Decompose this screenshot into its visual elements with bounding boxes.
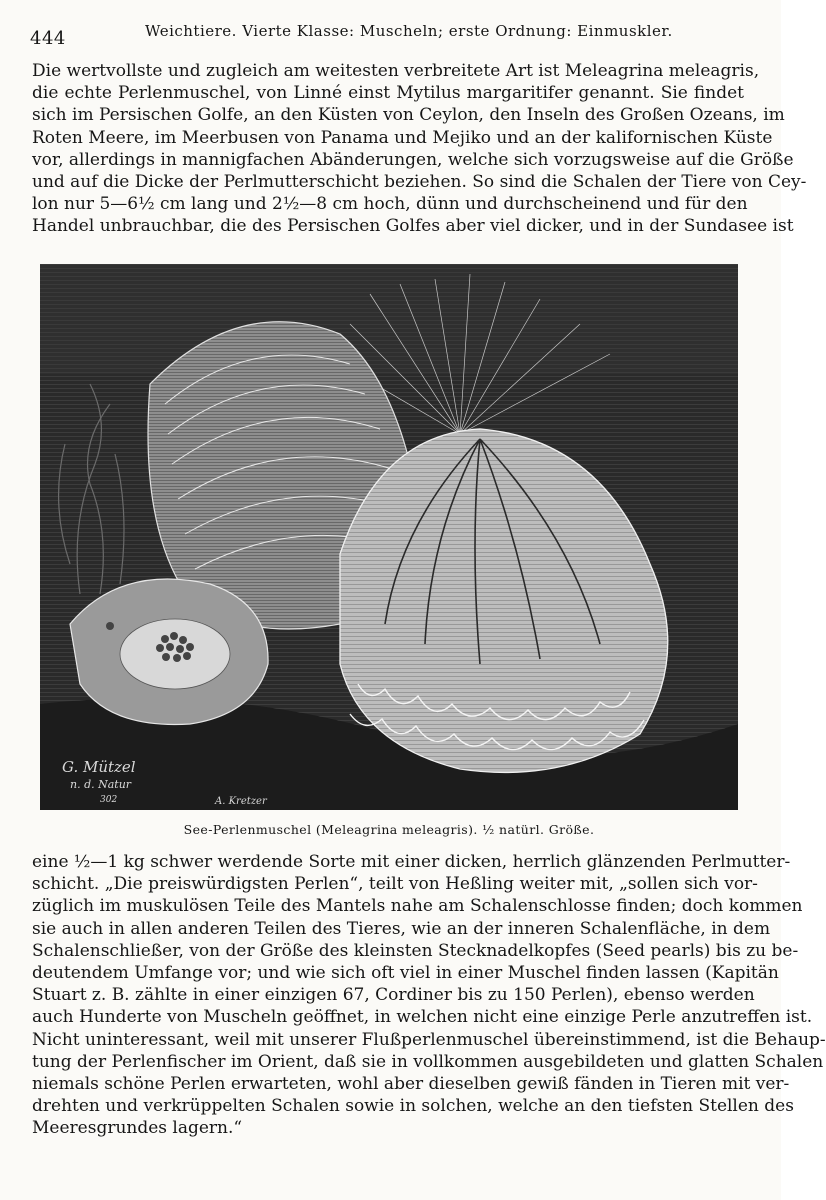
text-line: tung der Perlenfischer im Orient, daß sie in vollkommen ausgebildeten und glatten Schalen (32, 1051, 824, 1072)
text-line: züglich im muskulösen Teile des Mantels nahe am Schalenschlosse finden; doch kommen (32, 896, 803, 917)
artist-signature-sub: n. d. Natur (70, 778, 132, 791)
text-line: und auf die Dicke der Perlmutterschicht beziehen. So sind die Schalen der Tiere von Cey- (32, 172, 807, 193)
text-line: drehten und verkrüppelten Schalen sowie in solchen, welche an den tiefsten Stellen des (32, 1096, 794, 1117)
text-line: schicht. „Die preiswürdigsten Perlen“, teilt von Heßling weiter mit, „sollen sich vor- (32, 874, 758, 895)
text-line: deutendem Umfange vor; und wie sich oft viel in einer Muschel finden lassen (Kapitän (32, 963, 779, 984)
running-head: Weichtiere. Vierte Klasse: Muscheln; erste Ordnung: Einmuskler. (145, 22, 673, 40)
text-line: die echte Perlenmuschel, von Linné einst Mytilus margaritifer genannt. Sie findet (32, 83, 744, 104)
text-line: Die wertvollste und zugleich am weitesten verbreitete Art ist Meleagrina meleagris, (32, 61, 760, 81)
text-line: auch Hunderte von Muscheln geöffnet, in welchen nicht eine einzige Perle anzutreffen ist. (32, 1007, 813, 1028)
page-number: 444 (30, 28, 66, 49)
text-line: Meeresgrundes lagern.“ (32, 1118, 243, 1139)
figure-caption: See-Perlenmuschel (Meleagrina meleagris). ½ natürl. Größe. (183, 822, 595, 837)
text-line: sie auch in allen anderen Teilen des Tieres, wie an der inneren Schalenfläche, in dem (32, 918, 771, 939)
nacre-interior (120, 619, 230, 689)
artist-signature: G. Mützel (62, 758, 136, 776)
text-line: Schalenschließer, von der Größe des kleinsten Stecknadelkopfes (Seed pearls) bis zu be- (32, 940, 799, 961)
pearl-oyster-engraving (40, 264, 738, 810)
paragraph-1 (32, 60, 807, 238)
text-line: sich im Persischen Golfe, an den Küsten von Ceylon, den Inseln des Großen Ozeans, im (32, 105, 785, 126)
text-line: eine ½—1 kg schwer werdende Sorte mit einer dicken, herrlich glänzenden Perlmutter- (32, 852, 791, 872)
text-line: Stuart z. B. zählte in einer einzigen 67, Cordiner bis zu 150 Perlen), ebenso werden (32, 985, 755, 1006)
text-line: Nicht uninteressant, weil mit unserer Flußperlenmuschel übereinstimmend, ist die Behaup- (32, 1029, 826, 1050)
text-line: Roten Meere, im Meerbusen von Panama und Mejiko und an der kalifornischen Küste (32, 127, 773, 148)
signature-year: 302 (100, 795, 118, 805)
text-line: Handel unbrauchbar, die des Persischen Golfes aber viel dicker, und in der Sundasee ist (32, 216, 794, 237)
text-line: niemals schöne Perlen erwarteten, wohl aber dieselben gewiß fänden in Tieren mit ver- (32, 1074, 790, 1095)
text-line: vor, allerdings in mannigfachen Abänderungen, welche sich vorzugsweise auf die Größe (32, 149, 794, 170)
text-line: lon nur 5—6½ cm lang und 2½—8 cm hoch, dünn und durchscheinend und für den (32, 194, 748, 215)
engraving-drawing (40, 264, 738, 810)
page-header (30, 22, 750, 49)
engraver-signature: A. Kretzer (215, 796, 267, 807)
paragraph-2 (32, 851, 826, 1140)
